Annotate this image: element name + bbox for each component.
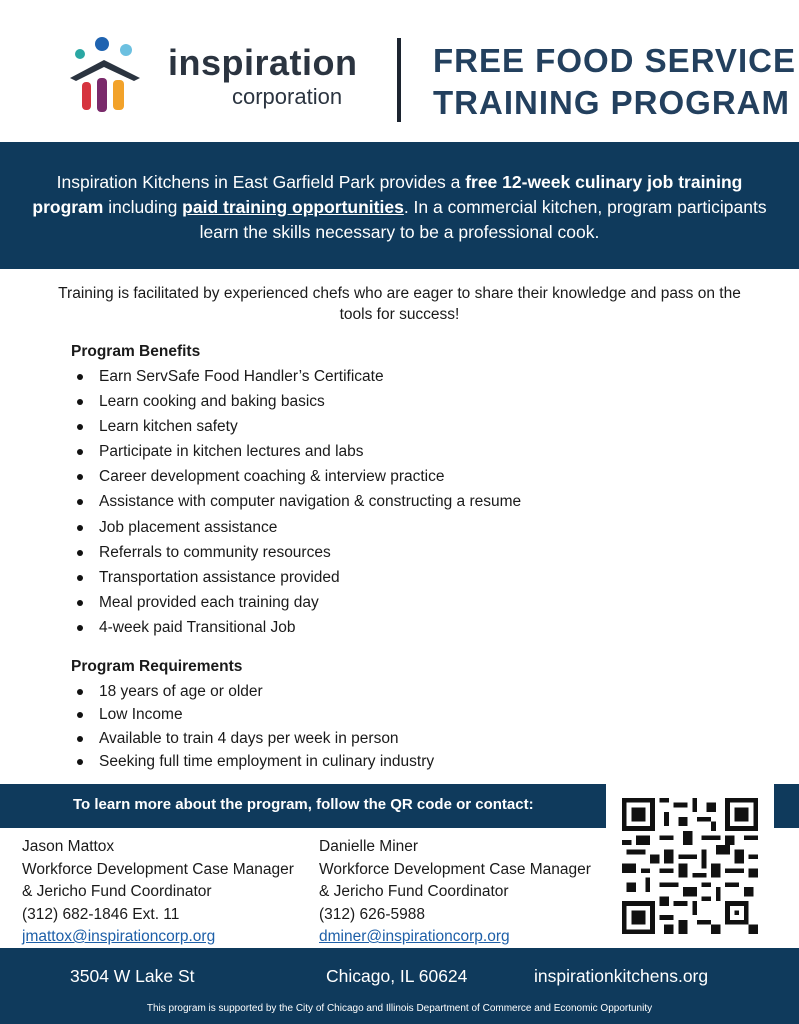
- contact-role: & Jericho Fund Coordinator: [22, 883, 212, 900]
- requirements-title: Program Requirements: [71, 658, 243, 675]
- intro-text-part: Inspiration Kitchens in East Garfield Park provides a: [56, 172, 466, 192]
- contact-role: Workforce Development Case Manager: [319, 860, 591, 878]
- list-item: Career development coaching & interview practice: [74, 464, 521, 489]
- list-item: Assistance with computer navigation & constructing a resume: [74, 489, 521, 514]
- footer-city: Chicago, IL 60624: [326, 966, 468, 986]
- list-item: 4-week paid Transitional Job: [74, 615, 521, 640]
- logo-subtitle: corporation: [232, 84, 343, 109]
- intro-text-part: including: [103, 197, 183, 217]
- intro-band: [0, 142, 799, 269]
- requirements-list: [74, 680, 434, 773]
- footer-note: This program is supported by the City of Chicago and Illinois Department of Commerce and Economic Opportunity: [146, 1003, 653, 1014]
- logo: [66, 34, 366, 114]
- footer-website-link[interactable]: inspirationkitchens.org: [534, 966, 709, 986]
- benefits-list: [74, 364, 521, 640]
- intro-text: [20, 170, 779, 245]
- list-item: 18 years of age or older: [74, 680, 434, 703]
- list-item: Participate in kitchen lectures and labs: [74, 439, 521, 464]
- footer-address: 3504 W Lake St: [70, 966, 195, 986]
- list-item: Learn kitchen safety: [74, 414, 521, 439]
- header: [0, 0, 799, 142]
- contact-role: Workforce Development Case Manager: [22, 860, 294, 878]
- header-divider: [397, 38, 401, 122]
- lead-text: Training is facilitated by experienced chefs who are eager to share their knowledge and pass on the tools for success!: [58, 285, 741, 323]
- inspiration-logo-icon: [66, 34, 156, 114]
- contact-email-link[interactable]: jmattox@inspirationcorp.org: [22, 928, 216, 945]
- intro-text-part: . In a commercial kitchen, program participants learn the skills necessary to be a professional cook.: [199, 197, 767, 242]
- page-title: [433, 40, 796, 124]
- logo-name: inspiration: [168, 42, 358, 83]
- contact-card-danielle: [319, 836, 591, 949]
- contact-bar-text: To learn more about the program, follow the QR code or contact:: [73, 796, 534, 813]
- list-item: Job placement assistance: [74, 515, 521, 540]
- list-item: Earn ServSafe Food Handler’s Certificate: [74, 364, 521, 389]
- list-item: Learn cooking and baking basics: [74, 389, 521, 414]
- contact-bar: [0, 784, 606, 828]
- contact-role: & Jericho Fund Coordinator: [319, 883, 509, 900]
- title-line-1: FREE FOOD SERVICE: [433, 42, 796, 79]
- intro-highlight-paid-training: paid training opportunities: [182, 197, 404, 217]
- list-item: Low Income: [74, 703, 434, 726]
- contact-bar-edge: [774, 784, 799, 828]
- qr-code-icon[interactable]: [622, 798, 758, 934]
- list-item: Referrals to community resources: [74, 540, 521, 565]
- contact-name: Danielle Miner: [319, 838, 419, 855]
- benefits-title: Program Benefits: [71, 343, 201, 360]
- list-item: Available to train 4 days per week in person: [74, 727, 434, 750]
- contact-name: Jason Mattox: [22, 838, 115, 855]
- list-item: Seeking full time employment in culinary industry: [74, 750, 434, 773]
- footer: [0, 948, 799, 1024]
- contact-phone: (312) 682-1846 Ext. 11: [22, 905, 180, 923]
- list-item: Meal provided each training day: [74, 590, 521, 615]
- contact-email-link[interactable]: dminer@inspirationcorp.org: [319, 928, 510, 945]
- intro-highlight-free-training: free 12-week culinary job training program: [32, 172, 743, 217]
- list-item: Transportation assistance provided: [74, 565, 521, 590]
- title-line-2: TRAINING PROGRAM: [433, 84, 790, 121]
- contact-card-jason: [22, 836, 294, 949]
- contact-phone: (312) 626-5988: [319, 905, 425, 923]
